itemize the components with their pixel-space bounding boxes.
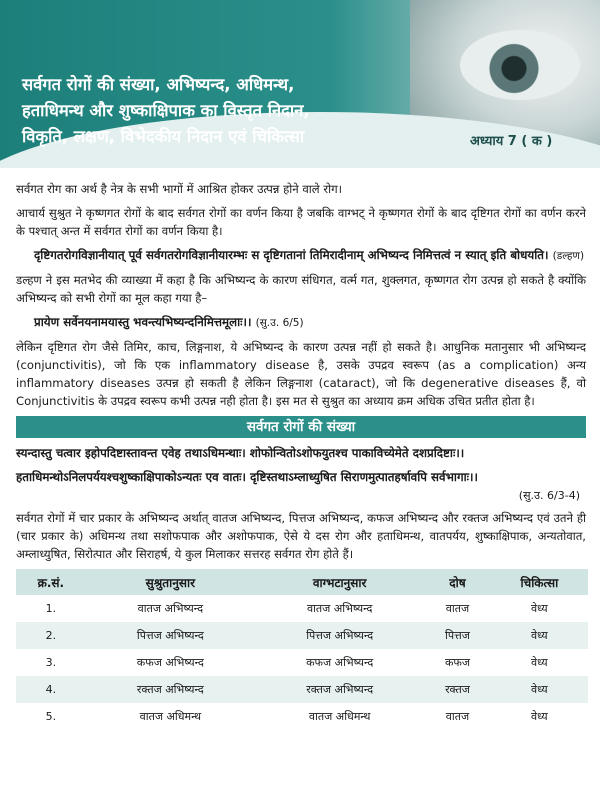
verse-reference: (सु.उ. 6/3-4)	[518, 489, 580, 502]
cell-treatment: वेध्य	[491, 649, 588, 676]
cell-sushruta: वातज अभिष्यन्द	[86, 595, 255, 622]
section-heading: सर्वगत रोगों की संख्या	[16, 416, 586, 438]
cell-vagbhata: कफज अभिष्यन्द	[255, 649, 424, 676]
header-serial: क्र.सं.	[16, 569, 86, 595]
cell-treatment: वेध्य	[491, 703, 588, 730]
table-row	[16, 649, 588, 676]
verse-line-1: स्यन्दास्तु चत्वार इहोपदिष्टास्तावन्त एवेह तथाऽधिमन्थाः। शोफोन्वितोऽशोफयुतश्च पाकाविच्येमेते दशप्रदिष्टाः।।	[16, 446, 465, 460]
eye-icon	[460, 30, 580, 100]
chapter-number: अध्याय 7 ( क )	[470, 134, 553, 149]
sanskrit-quote-2	[16, 313, 586, 332]
sanskrit-quote-2-ref: (सु.उ. 6/5)	[255, 317, 304, 329]
chapter-title	[22, 72, 422, 150]
disease-table	[16, 569, 588, 730]
cell-vagbhata: रक्तज अभिष्यन्द	[255, 676, 424, 703]
cell-treatment: वेध्य	[491, 595, 588, 622]
cell-serial: 3.	[16, 649, 86, 676]
cell-treatment: वेध्य	[491, 676, 588, 703]
cell-sushruta: पित्तज अभिष्यन्द	[86, 622, 255, 649]
cell-vagbhata: वातज अभिष्यन्द	[255, 595, 424, 622]
cell-dosha: पित्तज	[424, 622, 490, 649]
paragraph-disease-count: सर्वगत रोगों में चार प्रकार के अभिष्यन्द अर्थात् वातज अभिष्यन्द, पित्तज अभिष्यन्द, कफज अभिष्यन्द और रक्तज अभिष्यन्द एवं उतने ही (चार प्रकार के) अधिमन्थ तथा सशोफपाक और अशोफपाक, ऐसे ये दस रोग और हताधिमन्थ, वातपर्यय, शुष्काक्षिपाक, अन्यतोवात, अम्लाध्युषित, सिरोत्पात और सिराहर्ष, ये कुल मिलाकर सत्तरह सर्वगत रोग होते हैं।	[16, 511, 586, 561]
verse-line-2: हताधिमन्थोऽनिलपर्ययश्चशुष्काक्षिपाकोऽन्यतः एव वातः। दृष्टिस्तथाऽम्लाध्युषित सिराणमुत्पातहर्षावपि सर्वभागाः।।	[16, 470, 478, 484]
cell-treatment: वेध्य	[491, 622, 588, 649]
cell-vagbhata: पित्तज अभिष्यन्द	[255, 622, 424, 649]
chapter-title-line-1: सर्वगत रोगों की संख्या, अभिष्यन्द, अधिमन्थ,	[22, 75, 295, 94]
table-row	[16, 703, 588, 730]
cell-serial: 1.	[16, 595, 86, 622]
cell-dosha: कफज	[424, 649, 490, 676]
cell-sushruta: वातज अधिमन्थ	[86, 703, 255, 730]
cell-sushruta: रक्तज अभिष्यन्द	[86, 676, 255, 703]
cell-dosha: रक्तज	[424, 676, 490, 703]
header-dosha: दोष	[424, 569, 490, 595]
cell-serial: 5.	[16, 703, 86, 730]
cell-sushruta: कफज अभिष्यन्द	[86, 649, 255, 676]
chapter-title-line-3: विकृति, लक्षण, विभेदकीय निदान एवं चिकित्सा	[22, 127, 305, 146]
table-row	[16, 595, 588, 622]
cell-serial: 4.	[16, 676, 86, 703]
header-sushruta: सुश्रुतानुसार	[86, 569, 255, 595]
sanskrit-quote-2-text: प्रायेण सर्वेनयनामयास्तु भवन्त्यभिष्यन्दनिमित्तमूलाः।।	[34, 315, 252, 329]
chapter-title-line-2: हताधिमन्थ और शुष्काक्षिपाक का विस्तृत निदान,	[22, 101, 310, 120]
table-row	[16, 622, 588, 649]
sanskrit-quote-1-text: दृष्टिगतरोगविज्ञानीयात् पूर्व सर्वगतरोगविज्ञानीयारम्भः स दृष्टिगतानां तिमिरादीनाम् अभिष्यन्द निमित्तत्वं न स्यात् इति बोधयति।	[34, 248, 549, 262]
sanskrit-quote-1	[16, 246, 586, 265]
cell-serial: 2.	[16, 622, 86, 649]
page-content	[16, 180, 586, 730]
paragraph-definition: सर्वगत रोग का अर्थ है नेत्र के सभी भागों में आश्रित होकर उत्पन्न होने वाले रोग।	[16, 182, 343, 196]
table-row	[16, 676, 588, 703]
paragraph-dalhana: डल्हण ने इस मतभेद की व्याख्या में कहा है कि अभिष्यन्द के कारण संधिगत, वर्त्म गत, शुक्लगत, कृष्णगत रोग उत्पन्न हो सकते है क्योंकि अभिष्यन्द को सभी रोगों का मूल कहा गया है–	[16, 273, 586, 305]
table-header-row	[16, 569, 588, 595]
cell-dosha: वातज	[424, 595, 490, 622]
cell-vagbhata: वातज अधिमन्थ	[255, 703, 424, 730]
chapter-banner	[0, 0, 600, 168]
header-treatment: चिकित्सा	[491, 569, 588, 595]
paragraph-sushruta-vagbhata: आचार्य सुश्रुत ने कृष्णगत रोगों के बाद सर्वगत रोगों का वर्णन किया है जबकि वाग्भट् ने कृष्णगत रोगों के बाद दृष्टिगत रोगों का वर्णन करने के पश्चात् अन्त में सर्वगत रोगों का वर्णन किया है।	[16, 206, 586, 238]
sanskrit-quote-1-ref: (डल्हण)	[552, 250, 585, 262]
header-vagbhata: वाग्भटानुसार	[255, 569, 424, 595]
cell-dosha: वातज	[424, 703, 490, 730]
paragraph-modern-view: लेकिन दृष्टिगत रोग जैसे तिमिर, काच, लिङ्गनाश, ये अभिष्यन्द के कारण उत्पन्न नहीं हो सकते है। आधुनिक मतानुसार भी अभिष्यन्द (conjunctivitis), जो कि एक inflammatory disease है, उसके उपद्रव स्वरूप (as a complication) अन्य inflammatory diseases उत्पन्न हो सकती है लेकिन लिङ्गनाश (cataract), जो कि degenerative diseases हैं, वो Conjunctivitis के उपद्रव स्वरूप कभी उत्पन्न नही होता है। इस मत से सुश्रुत का अध्याय क्रम अधिक उचित प्रतीत होता है।	[16, 340, 586, 408]
